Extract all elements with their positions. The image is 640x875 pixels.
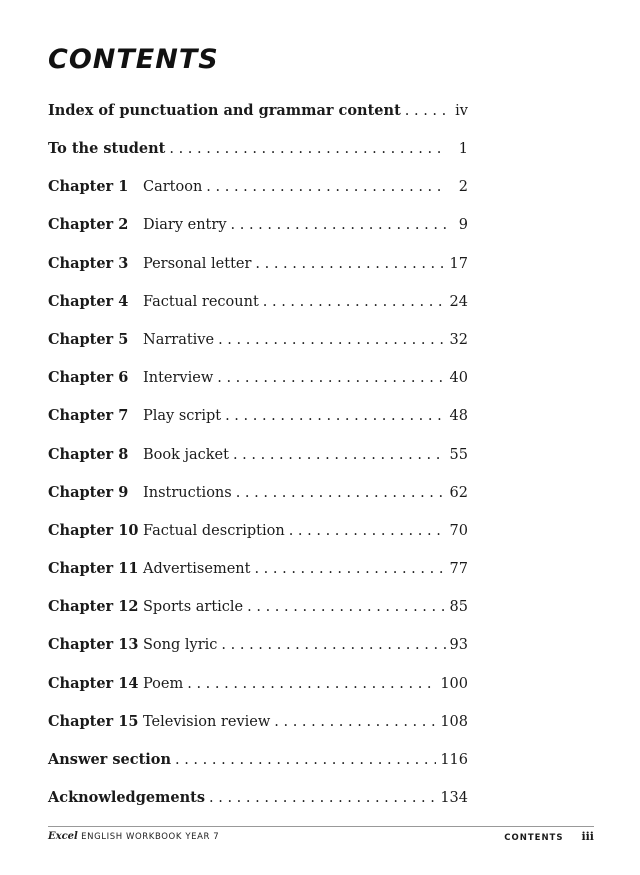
dot-leader (218, 333, 445, 348)
toc-entry-page: 24 (449, 293, 468, 310)
toc-entry-chapter: Chapter 14 (48, 674, 139, 692)
toc-entry-page: 93 (449, 637, 468, 654)
toc-entry-title: Narrative (143, 331, 215, 348)
toc-entry-title: Acknowledgements (48, 789, 206, 807)
toc-entry-page: 134 (440, 790, 468, 807)
dot-leader (274, 715, 436, 730)
toc-entry-title: Cartoon (143, 179, 203, 196)
toc-entry-title: Index of punctuation and grammar content (48, 101, 401, 119)
footer-divider (48, 826, 594, 827)
toc-entry[interactable] (48, 588, 468, 626)
toc-entry[interactable] (48, 130, 468, 168)
toc-entry[interactable] (48, 207, 468, 245)
toc-entry[interactable] (48, 627, 468, 665)
toc-entry[interactable] (48, 703, 468, 741)
toc-entry-chapter: Chapter 2 (48, 216, 129, 234)
toc-entry-page: 2 (458, 179, 468, 196)
footer-section-label: CONTENTS (504, 833, 564, 843)
toc-entry-title: Television review (143, 713, 271, 730)
dot-leader (231, 218, 446, 233)
toc-entry-chapter: Chapter 10 (48, 521, 139, 539)
dot-leader (254, 562, 445, 577)
toc-entry-chapter: Chapter 15 (48, 712, 139, 730)
toc-entry-chapter: Chapter 6 (48, 369, 129, 387)
toc-entry[interactable] (48, 665, 468, 703)
toc-entry[interactable] (48, 779, 468, 817)
dot-leader (247, 600, 445, 615)
dot-leader (175, 753, 436, 768)
toc-entry-title: Play script (143, 408, 222, 425)
dot-leader (225, 409, 445, 424)
toc-entry-page: 32 (449, 331, 468, 348)
toc-entry-page: iv (455, 102, 468, 119)
toc-entry-page: 62 (449, 484, 468, 501)
toc-entry[interactable] (48, 398, 468, 436)
toc-entry-chapter: Chapter 8 (48, 445, 129, 463)
toc-entry-page: 108 (440, 713, 468, 730)
footer-book-title (48, 831, 219, 842)
footer-brand: Excel (48, 831, 78, 842)
toc-entry-chapter: Chapter 3 (48, 254, 129, 272)
toc-entry-title: Personal letter (143, 255, 252, 272)
toc-entry-page: 55 (449, 446, 468, 463)
toc-entry-page: 70 (449, 522, 468, 539)
footer-page-number: iii (581, 830, 594, 843)
footer-title-text: ENGLISH WORKBOOK YEAR 7 (81, 832, 220, 842)
toc-entry-title: Sports article (143, 599, 244, 616)
toc-entry-page: 100 (440, 675, 468, 692)
dot-leader (187, 677, 436, 692)
toc-entry[interactable] (48, 474, 468, 512)
toc-entry-title: Diary entry (143, 217, 227, 234)
toc-entry[interactable] (48, 550, 468, 588)
toc-entry-title: Answer section (48, 751, 171, 769)
toc-entry-title: Interview (143, 370, 214, 387)
toc-entry[interactable] (48, 359, 468, 397)
toc-entry-chapter: Chapter 1 (48, 178, 129, 196)
toc-entry[interactable] (48, 283, 468, 321)
footer-section (504, 830, 594, 843)
dot-leader (405, 104, 446, 119)
toc-entry-page: 77 (449, 561, 468, 578)
toc-entry[interactable] (48, 168, 468, 206)
toc-entry-page: 85 (449, 599, 468, 616)
toc-entry-title: To the student (48, 140, 166, 158)
dot-leader (169, 142, 446, 157)
toc-entry-chapter: Chapter 4 (48, 292, 129, 310)
toc-entry-title: Factual description (143, 522, 285, 539)
toc-entry-chapter: Chapter 9 (48, 483, 129, 501)
dot-leader (263, 295, 446, 310)
toc-entry[interactable] (48, 512, 468, 550)
toc-entry-title: Song lyric (143, 637, 218, 654)
toc-entry-chapter: Chapter 5 (48, 330, 129, 348)
dot-leader (206, 180, 446, 195)
toc-entry-title: Poem (143, 675, 184, 692)
toc-entry-title: Instructions (143, 484, 232, 501)
dot-leader (255, 257, 445, 272)
dot-leader (236, 486, 446, 501)
dot-leader (209, 791, 436, 806)
toc-entry-chapter: Chapter 12 (48, 598, 139, 616)
toc-entry-title: Advertisement (143, 561, 251, 578)
toc-entry-title: Book jacket (143, 446, 229, 463)
dot-leader (289, 524, 446, 539)
toc-entry[interactable] (48, 92, 468, 130)
toc-entry[interactable] (48, 436, 468, 474)
toc-entry-chapter: Chapter 7 (48, 407, 129, 425)
toc-entry-page: 9 (458, 217, 468, 234)
toc-entry[interactable] (48, 321, 468, 359)
toc-entry-page: 17 (449, 255, 468, 272)
table-of-contents (48, 92, 468, 818)
toc-entry[interactable] (48, 245, 468, 283)
dot-leader (221, 638, 445, 653)
toc-entry[interactable] (48, 741, 468, 779)
toc-entry-page: 48 (449, 408, 468, 425)
toc-entry-page: 1 (458, 141, 468, 158)
toc-entry-chapter: Chapter 11 (48, 560, 139, 578)
toc-entry-title: Factual recount (143, 293, 259, 310)
dot-leader (217, 371, 445, 386)
toc-entry-page: 40 (449, 370, 468, 387)
page-title: CONTENTS (48, 44, 219, 75)
toc-entry-page: 116 (440, 752, 468, 769)
dot-leader (233, 448, 446, 463)
toc-entry-chapter: Chapter 13 (48, 636, 139, 654)
